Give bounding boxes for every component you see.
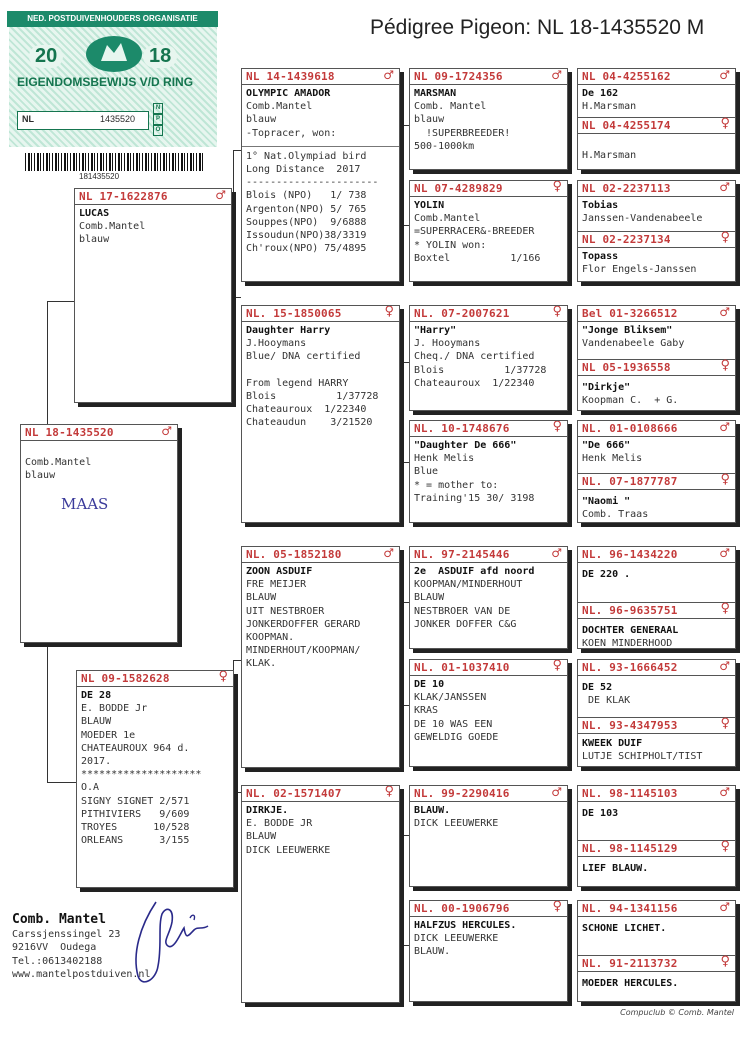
ring-number: NL 09-1724356: [414, 70, 503, 83]
page-title: Pédigree Pigeon: NL 18-1435520 M: [370, 16, 705, 39]
pigeon-card-subject: [20, 424, 178, 643]
pigeon-details: [410, 676, 567, 744]
detail-line: KOOPMAN/MINDERHOUT: [414, 579, 523, 591]
detail-line: DICK LEEUWERKE: [246, 844, 331, 856]
pigeon-details: [578, 972, 735, 990]
pigeon-details: [410, 437, 567, 505]
card-ring-field: [17, 111, 149, 130]
pigeon-name: "Naomi ": [582, 496, 631, 507]
detail-line: MINDERHOUT/KOOPMAN/: [246, 645, 361, 657]
male-symbol-icon: ♂: [383, 68, 394, 82]
connector-line: [400, 835, 409, 836]
card-header: [578, 840, 735, 857]
pigeon-name: BLAUW.: [414, 805, 451, 816]
detail-line: KOOPMAN.: [246, 632, 295, 644]
pigeon-card-sd: [241, 305, 400, 523]
detail-line: LUTJE SCHIPHOLT/TIST: [582, 751, 703, 763]
detail-line: BLAUW.: [414, 946, 451, 958]
connector-line: [400, 462, 409, 463]
ring-number: NL. 96-1434220: [582, 548, 678, 561]
pigeon-name: Tobias: [582, 200, 619, 211]
female-symbol-icon: ♀: [552, 420, 562, 434]
detail-line: DE KLAK: [582, 695, 631, 707]
card-header: [410, 421, 567, 437]
pigeon-details: [578, 248, 735, 276]
pigeon-details: [242, 85, 399, 140]
connector-line: [47, 782, 76, 783]
male-symbol-icon: ♂: [719, 180, 730, 194]
pigeon-details: [578, 676, 735, 717]
card-ring-number: 1435520: [100, 114, 136, 124]
pigeon-details: [578, 197, 735, 231]
card-header: [410, 69, 567, 85]
male-symbol-icon: ♂: [719, 659, 730, 673]
connector-line: [400, 705, 409, 706]
pigeon-name: MARSMAN: [414, 88, 457, 99]
detail-line: FRE MEIJER: [246, 579, 307, 591]
detail-line: =SUPERRACER&-BREEDER: [414, 226, 535, 238]
detail-line: 500-1000km: [414, 140, 475, 152]
pigeon-name: LUCAS: [79, 208, 110, 219]
ring-number: NL. 98-1145103: [582, 787, 678, 800]
pigeon-name: OLYMPIC AMADOR: [246, 88, 331, 99]
card-header: [578, 231, 735, 248]
ring-number: NL. 00-1906796: [414, 902, 510, 915]
pigeon-name: DE 10: [414, 679, 445, 690]
pigeon-pair-card: [577, 659, 736, 767]
card-header: [578, 421, 735, 437]
detail-line: Blue: [414, 466, 439, 478]
detail-line: MOEDER 1e: [81, 729, 136, 741]
pigeon-pair-card: [577, 68, 736, 170]
detail-line: KLAK/JANSSEN: [414, 692, 487, 704]
ring-number: NL. 97-2145446: [414, 548, 510, 561]
card-country: NL: [22, 114, 34, 124]
ring-number: NL 14-1439618: [246, 70, 335, 83]
detail-line: Training'15 30/ 3198: [414, 492, 535, 504]
ring-number: NL 17-1622876: [79, 190, 168, 203]
pigeon-name: DIRKJE.: [246, 805, 289, 816]
pigeon-details: [410, 197, 567, 265]
barcode: [25, 153, 203, 171]
female-symbol-icon: ♀: [720, 716, 730, 731]
male-symbol-icon: ♂: [719, 68, 730, 82]
pigeon-pair-card: [577, 305, 736, 411]
male-symbol-icon: ♂: [161, 424, 172, 438]
detail-line: 2017.: [81, 756, 112, 768]
pigeon-card-sss: [409, 68, 568, 170]
detail-line: TROYES 10/528: [81, 822, 190, 834]
card-header: [21, 425, 177, 441]
detail-line: O.A: [81, 782, 100, 794]
card-type: EIGENDOMSBEWIJS V/D RING: [17, 75, 194, 89]
card-letter-o: O: [153, 125, 163, 136]
pigeon-details: [242, 563, 399, 671]
ring-number: NL. 91-2113732: [582, 957, 678, 970]
card-header: [75, 189, 231, 205]
card-header: [410, 786, 567, 802]
pigeon-name: "Harry": [414, 325, 457, 336]
card-header: [410, 547, 567, 563]
pigeon-name: De 162: [582, 88, 619, 99]
card-header: [410, 901, 567, 917]
pigeon-card-sire: [74, 188, 232, 403]
ring-number: NL 02-2237113: [582, 182, 671, 195]
ring-number: Bel 01-3266512: [582, 307, 678, 320]
pigeon-card-ss: [241, 68, 400, 282]
connector-line: [233, 792, 241, 793]
breeder-name: Comb. Mantel: [12, 912, 106, 927]
card-header: [578, 786, 735, 802]
copyright-note: Compuclub © Comb. Mantel: [620, 1008, 734, 1017]
pigeon-details: [21, 441, 177, 483]
pigeon-card-dd: [241, 785, 400, 1003]
detail-line: blauw: [246, 114, 277, 126]
card-header: [242, 547, 399, 563]
result-line: Souppes(NPO) 9/6888: [246, 216, 367, 228]
detail-line: JONKER DOFFER C&G: [414, 618, 517, 630]
detail-line: -Topracer, won:: [246, 127, 337, 139]
detail-line: NESTBROER VAN DE: [414, 605, 511, 617]
pigeon-name: 2e ASDUIF afd noord: [414, 566, 535, 577]
pigeon-name: DE 28: [81, 690, 112, 701]
detail-line: Boxtel 1/166: [414, 252, 541, 264]
detail-line: KLAK.: [246, 658, 277, 670]
card-letters: [153, 103, 165, 136]
result-line: Ch'roux(NPO) 75/4895: [246, 243, 367, 255]
detail-line: BLAUW: [246, 831, 277, 843]
female-symbol-icon: ♀: [720, 954, 730, 969]
ring-number: NL 05-1936558: [582, 361, 671, 374]
detail-line: Vandenabeele Gaby: [582, 338, 685, 350]
pigeon-card-dam: [76, 670, 234, 888]
card-header: [410, 306, 567, 322]
card-header: [578, 717, 735, 734]
detail-line: blauw: [79, 234, 110, 246]
result-line: 1° Nat.Olympiad bird: [246, 150, 367, 162]
detail-line: Flor Engels-Janssen: [582, 264, 697, 276]
female-symbol-icon: ♀: [720, 601, 730, 616]
female-symbol-icon: ♀: [384, 305, 394, 319]
detail-line: H.Marsman: [582, 150, 637, 162]
pigeon-name: "De 666": [582, 440, 631, 451]
connector-line: [400, 125, 409, 126]
pigeon-name: DE 103: [582, 808, 619, 819]
connector-line: [47, 301, 48, 428]
female-symbol-icon: ♀: [720, 358, 730, 373]
detail-line: Henk Melis: [582, 453, 643, 465]
detail-line: JONKERDOFFER GERARD: [246, 618, 361, 630]
card-header: [410, 181, 567, 197]
detail-line: ********************: [81, 769, 202, 781]
detail-line: Comb. Traas: [582, 509, 649, 521]
website-link[interactable]: www.mantelpostduiven.nl: [12, 969, 151, 980]
ring-number: NL. 15-1850065: [246, 307, 342, 320]
connector-line: [400, 225, 409, 226]
detail-line: E. BODDE Jr: [81, 703, 148, 715]
ring-number: NL. 01-1037410: [414, 661, 510, 674]
pigeon-details: [578, 619, 735, 649]
detail-line: Chateauroux 1/22340: [246, 404, 367, 416]
result-line: Issoudun(NPO)38/3319: [246, 230, 367, 242]
pigeon-name: "Daughter De 666": [414, 440, 517, 451]
card-header: [578, 117, 735, 134]
pigeon-pair-card: [577, 785, 736, 887]
card-header: [242, 786, 399, 802]
ring-number: NL. 99-2290416: [414, 787, 510, 800]
connector-line: [400, 602, 409, 603]
detail-line: From legend HARRY: [246, 377, 349, 389]
female-symbol-icon: ♀: [552, 900, 562, 914]
pigeon-details: [242, 802, 399, 857]
card-org-band: NED. POSTDUIVENHOUDERS ORGANISATIE: [7, 11, 218, 27]
male-symbol-icon: ♂: [719, 900, 730, 914]
pigeon-name: MOEDER HERCULES.: [582, 978, 679, 989]
connector-line: [47, 642, 48, 782]
female-symbol-icon: ♀: [552, 180, 562, 194]
detail-line: PITHIVIERS 9/609: [81, 808, 190, 820]
card-letter-p: P: [153, 114, 163, 125]
pigeon-details: [77, 687, 233, 847]
phone-line: Tel.:0613402188: [12, 955, 103, 967]
card-year-right: 18: [143, 45, 177, 68]
pigeon-name: Daughter Harry: [246, 325, 331, 336]
address-line: Carssjenssingel 23: [12, 928, 121, 940]
female-symbol-icon: ♀: [384, 785, 394, 799]
pigeon-details: [578, 857, 735, 875]
male-symbol-icon: ♂: [719, 305, 730, 319]
pigeon-pair-card: [577, 180, 736, 282]
detail-line: * = mother to:: [414, 479, 499, 491]
pigeon-name: Topass: [582, 251, 619, 262]
result-line: ----------------------: [246, 177, 379, 189]
male-symbol-icon: ♂: [719, 420, 730, 434]
detail-line: Blois 1/37728: [414, 364, 547, 376]
card-header: [578, 181, 735, 197]
detail-line: DICK LEEUWERKE: [414, 818, 499, 830]
pigeon-name: SCHONE LICHET.: [582, 923, 667, 934]
female-symbol-icon: ♀: [720, 116, 730, 131]
ring-number: NL 18-1435520: [25, 426, 114, 439]
detail-line: J. Hooymans: [414, 338, 481, 350]
pigeon-details: [578, 322, 735, 359]
detail-line: J.Hooymans: [246, 338, 307, 350]
ring-number: NL 02-2237134: [582, 233, 671, 246]
detail-line: Koopman C. + G.: [582, 395, 679, 407]
pigeon-details: [75, 205, 231, 247]
pigeon-details: [578, 376, 735, 407]
pigeon-details: [578, 437, 735, 473]
detail-line: E. BODDE JR: [246, 818, 313, 830]
male-symbol-icon: ♂: [719, 785, 730, 799]
ring-number: NL. 93-1666452: [582, 661, 678, 674]
pigeon-name: HALFZUS HERCULES.: [414, 920, 517, 931]
pigeon-details: [578, 734, 735, 763]
detail-line: blauw: [25, 470, 56, 482]
pigeon-card-ds: [241, 546, 400, 768]
ring-number: NL. 02-1571407: [246, 787, 342, 800]
pigeon-pair-card: [577, 900, 736, 1002]
ring-number: NL 04-4255174: [582, 119, 671, 132]
ring-number: NL. 10-1748676: [414, 422, 510, 435]
detail-line: Cheq./ DNA certified: [414, 351, 535, 363]
detail-line: CHATEAUROUX 964 d.: [81, 742, 190, 754]
pigeon-pair-card: [577, 546, 736, 649]
lion-emblem-icon: [83, 33, 145, 75]
pigeon-card-dsd: [409, 659, 568, 767]
detail-line: Blue/ DNA certified: [246, 351, 361, 363]
card-header: [578, 955, 735, 972]
pigeon-card-ssd: [409, 180, 568, 282]
detail-line: KOEN MINDERHOOD: [582, 638, 673, 649]
detail-line: * YOLIN won:: [414, 239, 487, 251]
detail-line: GEWELDIG GOEDE: [414, 731, 499, 743]
detail-line: BLAUW: [81, 716, 112, 728]
pigeon-name: LIEF BLAUW.: [582, 863, 649, 874]
card-header: [578, 901, 735, 917]
ring-number: NL. 96-9635751: [582, 604, 678, 617]
pigeon-details: [578, 134, 735, 162]
pigeon-details: [410, 85, 567, 153]
card-header: [578, 473, 735, 490]
pigeon-pair-card: [577, 420, 736, 523]
card-header: [578, 660, 735, 676]
ring-number: NL. 07-2007621: [414, 307, 510, 320]
pigeon-name: DE 52: [582, 682, 613, 693]
female-symbol-icon: ♀: [720, 839, 730, 854]
pigeon-name: KWEEK DUIF: [582, 738, 643, 749]
connector-line: [233, 297, 241, 298]
detail-line: UIT NESTBROER: [246, 605, 325, 617]
detail-line: H.Marsman: [582, 101, 637, 113]
pigeon-card-dds: [409, 785, 568, 887]
connector-line: [400, 945, 409, 946]
detail-line: SIGNY SIGNET 2/571: [81, 795, 190, 807]
detail-line: DICK LEEUWERKE: [414, 933, 499, 945]
pigeon-details: [410, 563, 567, 631]
pigeon-name: DOCHTER GENERAAL: [582, 625, 679, 636]
result-line: Argenton(NPO) 5/ 765: [246, 203, 367, 215]
detail-line: KRAS: [414, 705, 439, 717]
connector-line: [233, 660, 241, 661]
pigeon-name: YOLIN: [414, 200, 445, 211]
result-line: Long Distance 2017: [246, 164, 361, 176]
pigeon-details: [578, 917, 735, 955]
detail-line: Comb.Mantel: [25, 457, 92, 469]
male-symbol-icon: ♂: [551, 546, 562, 560]
card-header: [578, 306, 735, 322]
pigeon-name: "Dirkje": [582, 382, 631, 393]
pigeon-details: [410, 802, 567, 830]
female-symbol-icon: ♀: [218, 670, 228, 684]
female-symbol-icon: ♀: [720, 472, 730, 487]
pigeon-details: [410, 322, 567, 390]
detail-line: Comb.Mantel: [246, 101, 313, 113]
pigeon-card-ddd: [409, 900, 568, 1002]
pigeon-details: [578, 85, 735, 117]
detail-line: Janssen-Vandenabeele: [582, 213, 703, 225]
connector-line: [400, 362, 409, 363]
connector-line: [233, 150, 234, 298]
city-line: 9216VV Oudega: [12, 942, 97, 953]
pigeon-results: [242, 146, 399, 256]
ring-number: NL. 01-0108666: [582, 422, 678, 435]
detail-line: ORLEANS 3/155: [81, 835, 190, 847]
detail-line: Comb. Mantel: [414, 101, 487, 113]
male-symbol-icon: ♂: [551, 785, 562, 799]
female-symbol-icon: ♀: [720, 230, 730, 245]
handwritten-name: MAAS: [61, 495, 109, 513]
connector-line: [233, 150, 241, 151]
detail-line: Blois 1/37728: [246, 391, 379, 403]
barcode-number: 181435520: [79, 172, 120, 181]
ring-number: NL. 05-1852180: [246, 548, 342, 561]
pigeon-name: ZOON ASDUIF: [246, 566, 313, 577]
pigeon-card-dss: [409, 546, 568, 649]
card-header: [578, 359, 735, 376]
male-symbol-icon: ♂: [383, 546, 394, 560]
pigeon-card-sds: [409, 305, 568, 411]
card-header: [410, 660, 567, 676]
ring-number: NL 07-4289829: [414, 182, 503, 195]
ring-number: NL 09-1582628: [81, 672, 170, 685]
detail-line: BLAUW: [414, 592, 445, 604]
detail-line: blauw: [414, 114, 445, 126]
card-header: [242, 306, 399, 322]
pigeon-details: [242, 322, 399, 430]
card-header: [77, 671, 233, 687]
detail-line: Comb.Mantel: [414, 213, 481, 225]
female-symbol-icon: ♀: [552, 659, 562, 673]
detail-line: Chateaudun 3/21520: [246, 417, 373, 429]
pigeon-details: [410, 917, 567, 959]
ring-number: NL 04-4255162: [582, 70, 671, 83]
card-header: [578, 69, 735, 85]
detail-line: BLAUW: [246, 592, 277, 604]
connector-line: [47, 301, 74, 302]
pigeon-details: [578, 490, 735, 521]
detail-line: Henk Melis: [414, 453, 475, 465]
ring-number: NL. 93-4347953: [582, 719, 678, 732]
signature-icon: [128, 896, 220, 988]
card-header: [578, 602, 735, 619]
male-symbol-icon: ♂: [551, 68, 562, 82]
detail-line: !SUPERBREEDER!: [414, 127, 511, 139]
card-year-left: 20: [29, 45, 63, 68]
pigeon-details: [578, 563, 735, 602]
female-symbol-icon: ♀: [552, 305, 562, 319]
male-symbol-icon: ♂: [719, 546, 730, 560]
ring-number: NL. 94-1341156: [582, 902, 678, 915]
card-header: [578, 547, 735, 563]
pigeon-card-sdd: [409, 420, 568, 523]
detail-line: Chateauroux 1/22340: [414, 377, 535, 389]
detail-line: Comb.Mantel: [79, 221, 146, 233]
pigeon-name: "Jonge Bliksem": [582, 325, 673, 336]
ring-ownership-card: [3, 3, 220, 185]
ring-number: NL. 98-1145129: [582, 842, 678, 855]
card-letter-n: N: [153, 103, 163, 114]
card-header: [242, 69, 399, 85]
result-line: Blois (NPO) 1/ 738: [246, 190, 367, 202]
detail-line: DE 10 WAS EEN: [414, 718, 493, 730]
pigeon-details: [578, 802, 735, 840]
ring-number: NL. 07-1877787: [582, 475, 678, 488]
pigeon-name: DE 220 .: [582, 569, 631, 580]
male-symbol-icon: ♂: [215, 188, 226, 202]
